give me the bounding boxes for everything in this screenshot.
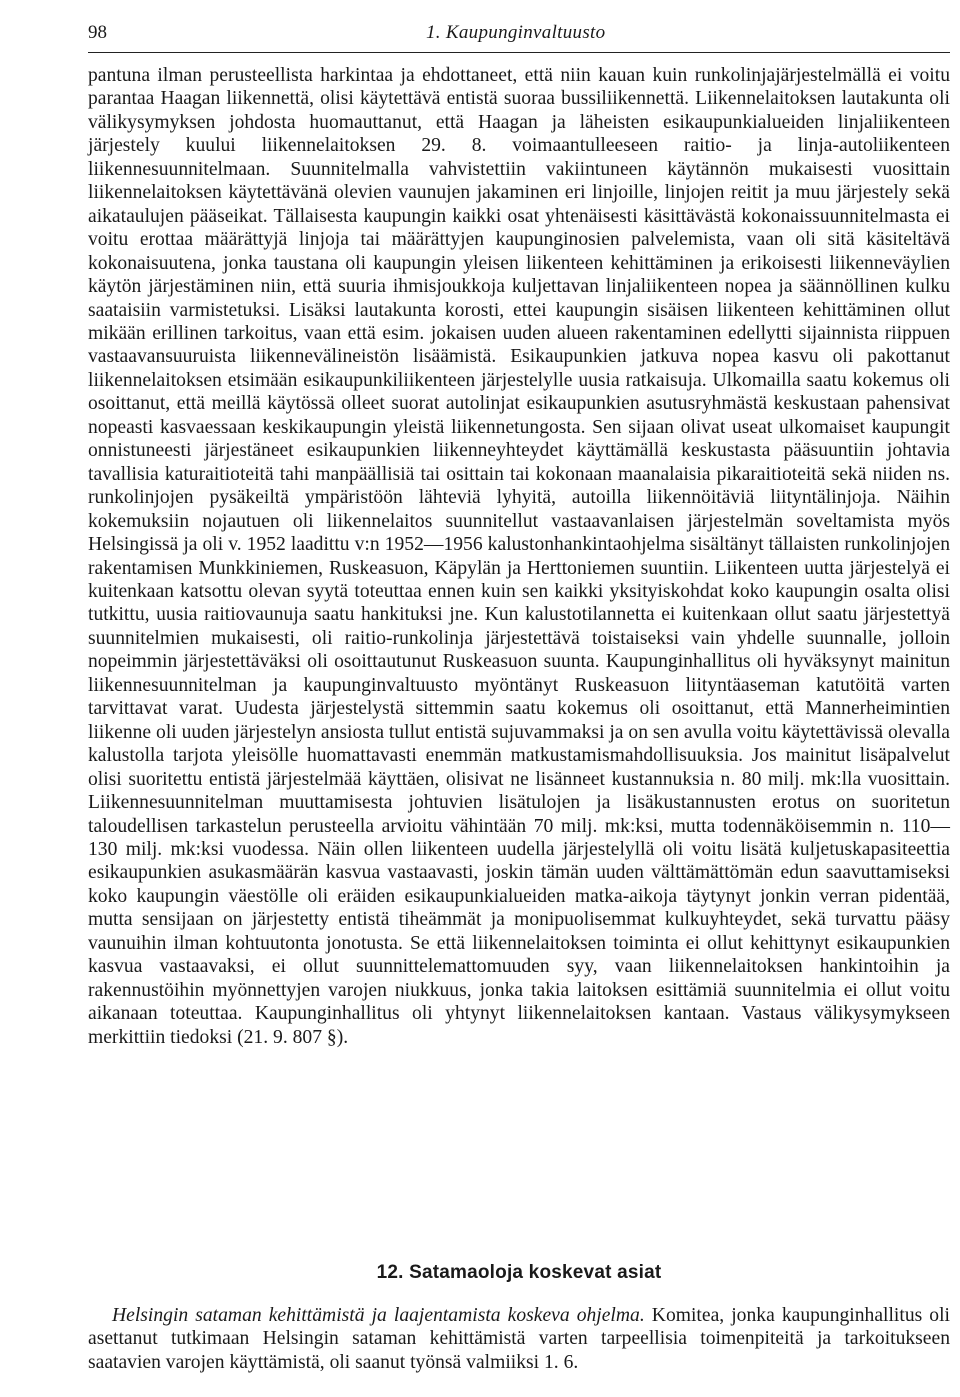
page-header <box>88 22 950 53</box>
running-head: 1. Kaupunginvaltuusto <box>426 22 606 43</box>
section-paragraph <box>88 1304 950 1374</box>
document-page <box>88 0 950 1397</box>
section-text: Komitea, jonka kaupunginhallitus oli asettanut tutkimaan Helsingin sataman kehittämistä varten tarpeellisia toimenpiteitä ja tarkoitukseen saatavien varojen käyttämistä, oli saanut työnsä valmiiksi 1. 6. <box>88 1305 950 1373</box>
body-paragraph: pantuna ilman perusteellista harkintaa ja ehdottaneet, että niin kauan kuin runkolinjajärjestelmällä ei voitu parantaa Haagan liikennettä, olisi käytettävä entistä suoraa bussiliikennettä. Liikennelaitoksen lautakunta oli välikysymyksen johdosta huomauttanut, että Haagan ja läheisten esikaupunkialueiden linjaliikenteen järjestely kuului liikennelaitoksen 29. 8. voimaantulleeseen raitio- ja linja-autoliikenteen liikennesuunnitelmaan. Suunnitelmalla vahvistettiin vakiintuneen käytännön mukaisesti vuosittain liikennelaitoksen käytettävänä olevien vaunujen jakaminen eri linjoille, linjojen reitit ja muu järjestely sekä aikataulujen pääseikat. Tällaisesta kaupungin kaikki osat yhtenäisesti käsittävästä kokonaissuunnitelmasta ei voitu erottaa määrättyjä linjoja tai määrättyjen kaupunginosien palvelemista, vaan oli sitä käsiteltävä kokonaisuutena, jonka taustana oli kaupungin yleisen liikenteen kehittäminen ja erikoisesti liikenneväylien käytön järjestäminen niin, että suuria ihmisjoukkoja kuljettavan linjaliikenteen nopea ja säännöllinen kulku saataisiin varmistetuksi. Lisäksi lautakunta korosti, ettei kaupungin sisäisen liikenteen kehittäminen ollut mikään erillinen tarkoitus, vaan että esim. jokaisen uuden alueen rakentaminen edellytti sijainnista riippuen vastaavansuuruista liikennevälineistön lisäämistä. Esikaupunkien jatkuva nopea kasvu oli pakottanut liikennelaitoksen etsimään esikaupunkiliikenteen järjestelylle uusia ratkaisuja. Ulkomailla saatu kokemus oli osoittanut, että meillä käytössä olleet suorat autolinjat esikaupunkien asutusryhmästä keskustaan pahensivat nopeasti kasvaessaan keskikaupungin yleistä liikennetungosta. Sen sijaan olivat useat ulkomaiset kaupungit onnistuneesti järjestäneet esikaupunkien liikenneyhteydet käyttämällä keskustasta pääsuuntiin johtavia tavallisia katuraitioteitä tahi manpäällisiä tai osittain tai kokonaan maanalaisia pikaraitioteitä sekä niiden ns. runkolinjojen pysäkeiltä ympäristöön lähteviä lyhyitä, autoilla liikennöitäviä liityntälinjoja. Näihin kokemuksiin nojautuen oli liikennelaitos suunnitellut vastaavanlaisen järjestelmän soveltamista myös Helsingissä ja oli v. 1952 laadittu v:n 1952—1956 kalustonhankintaohjelma sisältänyt tällaisten runkolinjojen rakentamisen Munkkiniemen, Ruskeasuon, Käpylän ja Herttoniemen suuntiin. Liikenteen uutta järjestelyä ei kuitenkaan katsottu olevan syytä toteuttaa ennen kuin sen kaikki yksityiskohdat koko kaupungin osalta olisi tutkittu, uusia raitiovaunuja saatu hankituksi jne. Kun kalustotilannetta ei kuitenkaan ollut saatu järjestettyä suunnitelmien mukaisesti, oli raitio-runkolinja järjestettävä toistaiseksi vain yhdelle suunnalle, jolloin nopeimmin järjestettäväksi oli osoittautunut Ruskeasuon suunta. Kaupunginhallitus oli hyväksynyt mainitun liikennesuunnitelman ja kaupunginvaltuusto myöntänyt Ruskeasuon liityntäaseman katutöitä varten tarvittavat varat. Uudesta järjestelystä sittemmin saatu kokemus oli osoittanut, että Mannerheimintien liikenne oli uuden järjestelyn ansiosta tullut entistä sujuvammaksi ja on sen avulla voitu käytettävissä olevalla kalustolla tarjota yleisölle huomattavasti enemmän matkustamismahdollisuuksia. Jos mainitut lisäpalvelut olisi suoritettu entistä järjestelmää käyttäen, olisivat ne lisänneet kustannuksia n. 80 milj. mk:lla vuosittain. Liikennesuunnitelman muuttamisesta johtuvien lisätulojen ja lisäkustannusten erotus on suoritetun taloudellisen tarkastelun perusteella arvioitu vähintään 70 milj. mk:ksi, mutta todennäköisemmin n. 110—130 milj. mk:ksi vuodessa. Näin ollen liikenteen uudella järjestelyllä oli voitu lisätä kuljetuskapasiteettia esikaupunkien asukasmäärän kasvua vastaavasti, joskin tämän uuden välttämättömän edun saavuttamiseksi koko kaupungin väestölle oli eräiden esikaupunkialueiden matka-aikoja täytynyt jonkin verran pidentää, mutta sensijaan on järjestetty entistä tiheämmät ja monipuolisemmat kulkuyhteydet, sekä turvattu pääsy vaunuihin ilman kohtuutonta jonotusta. Se että liikennelaitoksen toiminta ei ollut kehittynyt esikaupunkien kasvua vastaavaksi, ei ollut suunnittelemattomuuden syy, vaan liikennelaitoksen hankintoihin ja rakennustöihin myönnettyjen varojen niukkuus, jonka takia laitoksen esittämiä suunnitelmia ei ollut voitu aikanaan toteuttaa. Kaupunginhallitus oli yhtynyt liikennelaitoksen kantaan. Vastaus välikysymykseen merkittiin tiedoksi (21. 9. 807 §). <box>88 65 950 1048</box>
page-number: 98 <box>88 22 107 43</box>
section-heading: 12. Satamaoloja koskevat asiat <box>376 1262 662 1283</box>
section-lead: Helsingin sataman kehittämistä ja laajentamista koskeva ohjelma. <box>112 1305 645 1326</box>
